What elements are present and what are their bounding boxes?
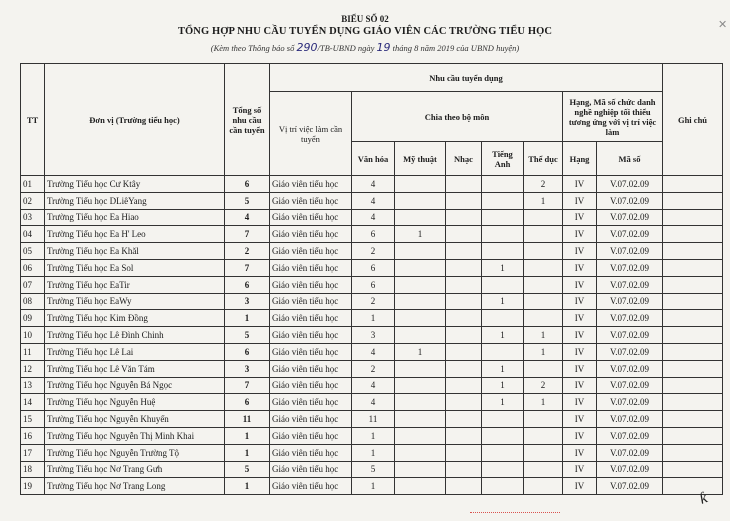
header-position: Vị trí việc làm cần tuyển [270,92,352,176]
rank: IV [563,377,597,394]
table-row [21,176,723,193]
total-needed: 7 [225,226,270,243]
table-body [21,176,723,495]
count-tieng-anh [482,461,524,478]
total-needed: 6 [225,343,270,360]
rank: IV [563,444,597,461]
row-number: 02 [21,192,45,209]
count-nhac [446,327,482,344]
count-my-thuat [395,461,446,478]
school-name: Trường Tiểu học Nguyễn Khuyến [45,411,225,428]
header-total: Tổng số nhu cầu cần tuyển [225,64,270,176]
count-tieng-anh: 1 [482,377,524,394]
rank: IV [563,343,597,360]
row-number: 17 [21,444,45,461]
count-tieng-anh [482,343,524,360]
count-the-duc [524,360,563,377]
count-my-thuat [395,327,446,344]
count-tieng-anh: 1 [482,327,524,344]
note [663,394,723,411]
note [663,461,723,478]
note [663,192,723,209]
school-name: Trường Tiểu học Lê Đình Chinh [45,327,225,344]
count-my-thuat [395,276,446,293]
count-my-thuat [395,411,446,428]
code: V.07.02.09 [597,243,663,260]
count-tieng-anh [482,226,524,243]
code: V.07.02.09 [597,327,663,344]
subtitle-part-2: /TB-UBND ngày [317,43,375,53]
count-van-hoa: 11 [352,411,395,428]
count-nhac [446,226,482,243]
job-position: Giáo viên tiểu học [270,209,352,226]
count-van-hoa: 6 [352,276,395,293]
count-the-duc [524,209,563,226]
corner-mark: ✕ [718,19,728,31]
job-position: Giáo viên tiểu học [270,276,352,293]
table-row [21,293,723,310]
count-the-duc: 1 [524,343,563,360]
count-my-thuat [395,427,446,444]
row-number: 03 [21,209,45,226]
row-number: 08 [21,293,45,310]
count-the-duc: 1 [524,192,563,209]
rank: IV [563,461,597,478]
note [663,226,723,243]
count-tieng-anh [482,276,524,293]
job-position: Giáo viên tiểu học [270,176,352,193]
code: V.07.02.09 [597,394,663,411]
form-code: BIỂU SỐ 02 [341,14,389,24]
table-row [21,461,723,478]
count-tieng-anh [482,427,524,444]
total-needed: 7 [225,259,270,276]
code: V.07.02.09 [597,259,663,276]
count-the-duc [524,478,563,495]
total-needed: 4 [225,209,270,226]
count-tieng-anh [482,310,524,327]
count-the-duc [524,427,563,444]
rank: IV [563,176,597,193]
note [663,243,723,260]
total-needed: 11 [225,411,270,428]
school-name: Trường Tiểu học Lê Văn Tám [45,360,225,377]
rank: IV [563,192,597,209]
count-van-hoa: 2 [352,360,395,377]
count-van-hoa: 4 [352,394,395,411]
count-the-duc [524,293,563,310]
count-tieng-anh [482,478,524,495]
handwritten-day: 19 [376,41,391,54]
count-my-thuat [395,444,446,461]
count-my-thuat [395,293,446,310]
count-my-thuat: 1 [395,343,446,360]
count-nhac [446,259,482,276]
count-nhac [446,343,482,360]
total-needed: 3 [225,293,270,310]
count-tieng-anh [482,176,524,193]
job-position: Giáo viên tiểu học [270,226,352,243]
row-number: 19 [21,478,45,495]
header-tieng-anh: Tiếng Anh [482,142,524,176]
code: V.07.02.09 [597,444,663,461]
table-row [21,427,723,444]
total-needed: 2 [225,243,270,260]
row-number: 13 [21,377,45,394]
count-tieng-anh [482,444,524,461]
code: V.07.02.09 [597,478,663,495]
table-row [21,394,723,411]
count-my-thuat [395,176,446,193]
count-my-thuat [395,360,446,377]
job-position: Giáo viên tiểu học [270,259,352,276]
count-the-duc [524,226,563,243]
count-tieng-anh [482,243,524,260]
table-row [21,327,723,344]
count-nhac [446,411,482,428]
header-note: Ghi chú [663,64,723,176]
rank: IV [563,394,597,411]
header-by-subject: Chia theo bộ môn [352,92,563,142]
rank: IV [563,276,597,293]
count-van-hoa: 2 [352,243,395,260]
table-row [21,259,723,276]
code: V.07.02.09 [597,427,663,444]
table-row [21,209,723,226]
code: V.07.02.09 [597,461,663,478]
rank: IV [563,243,597,260]
row-number: 06 [21,259,45,276]
signature-mark: ƙ [697,489,710,508]
row-number: 14 [21,394,45,411]
total-needed: 6 [225,176,270,193]
count-the-duc [524,461,563,478]
note [663,310,723,327]
job-position: Giáo viên tiểu học [270,411,352,428]
total-needed: 1 [225,478,270,495]
job-position: Giáo viên tiểu học [270,192,352,209]
row-number: 10 [21,327,45,344]
count-nhac [446,360,482,377]
count-tieng-anh: 1 [482,360,524,377]
total-needed: 7 [225,377,270,394]
row-number: 12 [21,360,45,377]
table-row [21,192,723,209]
note [663,293,723,310]
row-number: 05 [21,243,45,260]
count-nhac [446,192,482,209]
job-position: Giáo viên tiểu học [270,360,352,377]
count-van-hoa: 4 [352,209,395,226]
rank: IV [563,360,597,377]
note [663,478,723,495]
header-unit: Đơn vị (Trường tiểu học) [45,64,225,176]
table-row [21,360,723,377]
table-row [21,478,723,495]
total-needed: 1 [225,444,270,461]
total-needed: 6 [225,276,270,293]
count-the-duc: 2 [524,377,563,394]
total-needed: 1 [225,427,270,444]
count-my-thuat [395,243,446,260]
table-row [21,243,723,260]
subtitle-part-3: tháng 8 năm 2019 của UBND huyện) [392,43,520,53]
count-van-hoa: 2 [352,293,395,310]
document-title: TỔNG HỢP NHU CẦU TUYỂN DỤNG GIÁO VIÊN CÁC TRƯỜNG TIỂU HỌC [177,26,553,37]
header-van-hoa: Văn hóa [352,142,395,176]
count-my-thuat [395,192,446,209]
rank: IV [563,259,597,276]
school-name: Trường Tiểu học Ea Sol [45,259,225,276]
count-my-thuat [395,259,446,276]
count-nhac [446,243,482,260]
row-number: 07 [21,276,45,293]
header-ma-so: Mã số [597,142,663,176]
count-van-hoa: 6 [352,226,395,243]
count-van-hoa: 4 [352,377,395,394]
count-my-thuat: 1 [395,226,446,243]
header-tt: TT [21,64,45,176]
school-name: Trường Tiểu học Lê Lai [45,343,225,360]
row-number: 11 [21,343,45,360]
school-name: Trường Tiểu học Nơ Trang Long [45,478,225,495]
code: V.07.02.09 [597,293,663,310]
count-nhac [446,276,482,293]
school-name: Trường Tiểu học Kim Đồng [45,310,225,327]
table-row [21,343,723,360]
count-the-duc [524,243,563,260]
table-row [21,276,723,293]
job-position: Giáo viên tiểu học [270,377,352,394]
row-number: 04 [21,226,45,243]
recruitment-table [20,63,723,495]
job-position: Giáo viên tiểu học [270,327,352,344]
header-the-duc: Thể dục [524,142,563,176]
school-name: Trường Tiểu học Ea Khăl [45,243,225,260]
code: V.07.02.09 [597,310,663,327]
count-nhac [446,209,482,226]
count-nhac [446,478,482,495]
count-tieng-anh: 1 [482,259,524,276]
count-nhac [446,176,482,193]
rank: IV [563,209,597,226]
count-van-hoa: 1 [352,444,395,461]
job-position: Giáo viên tiểu học [270,293,352,310]
count-tieng-anh [482,411,524,428]
count-van-hoa: 1 [352,310,395,327]
code: V.07.02.09 [597,377,663,394]
code: V.07.02.09 [597,209,663,226]
note [663,327,723,344]
subtitle-part-1: (Kèm theo Thông báo số [210,43,295,53]
code: V.07.02.09 [597,226,663,243]
count-tieng-anh [482,192,524,209]
code: V.07.02.09 [597,360,663,377]
school-name: Trường Tiểu học Ea H' Leo [45,226,225,243]
count-the-duc [524,444,563,461]
job-position: Giáo viên tiểu học [270,243,352,260]
header-nhac: Nhạc [446,142,482,176]
header-hang: Hạng [563,142,597,176]
count-the-duc: 1 [524,394,563,411]
count-my-thuat [395,310,446,327]
note [663,176,723,193]
row-number: 15 [21,411,45,428]
rank: IV [563,226,597,243]
count-van-hoa: 3 [352,327,395,344]
note [663,343,723,360]
school-name: Trường Tiểu học Nguyễn Bá Ngọc [45,377,225,394]
count-van-hoa: 6 [352,259,395,276]
school-name: Trường Tiểu học Nguyễn Trường Tộ [45,444,225,461]
note [663,411,723,428]
count-van-hoa: 4 [352,176,395,193]
rank: IV [563,478,597,495]
code: V.07.02.09 [597,343,663,360]
row-number: 01 [21,176,45,193]
count-nhac [446,310,482,327]
rank: IV [563,427,597,444]
handwritten-number: 290 [296,41,318,54]
count-the-duc: 1 [524,327,563,344]
job-position: Giáo viên tiểu học [270,461,352,478]
count-my-thuat [395,377,446,394]
header-my-thuat: Mỹ thuật [395,142,446,176]
job-position: Giáo viên tiểu học [270,310,352,327]
code: V.07.02.09 [597,192,663,209]
header-demand: Nhu cầu tuyển dụng [270,64,663,92]
count-tieng-anh [482,209,524,226]
count-tieng-anh: 1 [482,394,524,411]
count-the-duc [524,310,563,327]
note [663,427,723,444]
count-van-hoa: 5 [352,461,395,478]
count-van-hoa: 4 [352,192,395,209]
count-nhac [446,377,482,394]
school-name: Trường Tiểu học EaWy [45,293,225,310]
table-row [21,444,723,461]
school-name: Trường Tiểu học EaTir [45,276,225,293]
total-needed: 5 [225,461,270,478]
row-number: 09 [21,310,45,327]
table-row [21,377,723,394]
note [663,444,723,461]
school-name: Trường Tiểu học Nguyễn Huệ [45,394,225,411]
count-tieng-anh: 1 [482,293,524,310]
note [663,209,723,226]
school-name: Trường Tiểu học Nguyễn Thị Minh Khai [45,427,225,444]
count-van-hoa: 1 [352,427,395,444]
code: V.07.02.09 [597,411,663,428]
school-name: Trường Tiểu học Ea Hiao [45,209,225,226]
count-van-hoa: 4 [352,343,395,360]
school-name: Trường Tiểu học Nơ Trang Gưh [45,461,225,478]
total-needed: 5 [225,192,270,209]
count-nhac [446,394,482,411]
count-nhac [446,293,482,310]
total-needed: 3 [225,360,270,377]
count-the-duc [524,276,563,293]
row-number: 16 [21,427,45,444]
count-the-duc [524,411,563,428]
table-row [21,411,723,428]
table-row [21,310,723,327]
count-van-hoa: 1 [352,478,395,495]
code: V.07.02.09 [597,276,663,293]
job-position: Giáo viên tiểu học [270,444,352,461]
school-name: Trường Tiểu học DLiêYang [45,192,225,209]
note [663,259,723,276]
count-nhac [446,461,482,478]
job-position: Giáo viên tiểu học [270,478,352,495]
school-name: Trường Tiểu học Cư Ktây [45,176,225,193]
count-my-thuat [395,209,446,226]
job-position: Giáo viên tiểu học [270,394,352,411]
rank: IV [563,293,597,310]
count-nhac [446,427,482,444]
total-needed: 6 [225,394,270,411]
count-my-thuat [395,478,446,495]
document-subtitle [0,41,730,54]
job-position: Giáo viên tiểu học [270,343,352,360]
note [663,360,723,377]
count-nhac [446,444,482,461]
job-position: Giáo viên tiểu học [270,427,352,444]
total-needed: 5 [225,327,270,344]
note [663,276,723,293]
table-row [21,226,723,243]
header-rank-code: Hạng, Mã số chức danh nghề nghiệp tối thiểu tương ứng với vị trí việc làm [563,92,663,142]
note [663,377,723,394]
count-the-duc: 2 [524,176,563,193]
count-the-duc [524,259,563,276]
total-needed: 1 [225,310,270,327]
rank: IV [563,411,597,428]
rank: IV [563,327,597,344]
code: V.07.02.09 [597,176,663,193]
row-number: 18 [21,461,45,478]
rank: IV [563,310,597,327]
count-my-thuat [395,394,446,411]
